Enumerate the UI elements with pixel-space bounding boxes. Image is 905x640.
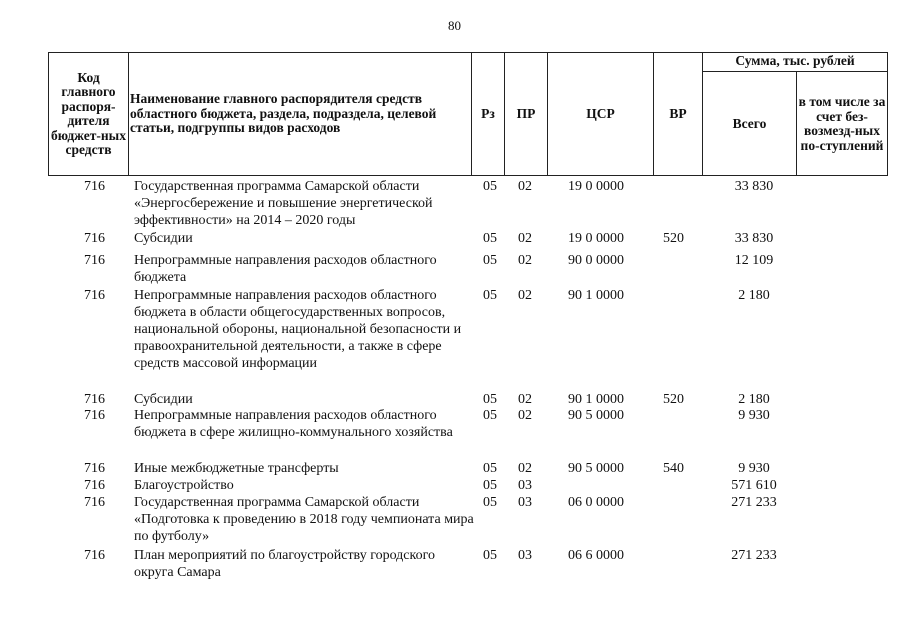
- cell-csr: 90 0 0000: [568, 253, 624, 268]
- cell-code: 716: [84, 461, 105, 476]
- cell-code: 716: [84, 253, 105, 268]
- cell-csr: 19 0 0000: [568, 179, 624, 194]
- cell-pr: 03: [518, 478, 532, 493]
- header-pr: ПР: [516, 105, 536, 121]
- cell-pr: 02: [518, 408, 532, 423]
- header-total: Всего: [732, 115, 767, 131]
- cell-total: 271 233: [731, 548, 777, 563]
- cell-csr: 90 1 0000: [568, 392, 624, 407]
- cell-csr: 06 6 0000: [568, 548, 624, 563]
- cell-csr: 90 1 0000: [568, 288, 624, 303]
- cell-name: Субсидии: [134, 231, 193, 246]
- cell-total: 2 180: [738, 288, 770, 303]
- cell-pr: 02: [518, 253, 532, 268]
- cell-pr: 02: [518, 461, 532, 476]
- cell-code: 716: [84, 495, 105, 510]
- cell-csr: 19 0 0000: [568, 231, 624, 246]
- cell-rz: 05: [483, 495, 497, 510]
- cell-total: 571 610: [731, 478, 777, 493]
- cell-pr: 02: [518, 392, 532, 407]
- cell-rz: 05: [483, 231, 497, 246]
- cell-code: 716: [84, 478, 105, 493]
- cell-pr: 03: [518, 548, 532, 563]
- cell-total: 9 930: [738, 408, 770, 423]
- cell-rz: 05: [483, 408, 497, 423]
- cell-rz: 05: [483, 392, 497, 407]
- header-rz: Рз: [481, 105, 495, 121]
- cell-rz: 05: [483, 461, 497, 476]
- cell-name: План мероприятий по благоустройству городского округа Самара: [134, 548, 435, 580]
- cell-csr: 06 0 0000: [568, 495, 624, 510]
- header-vr: ВР: [669, 105, 687, 121]
- cell-rz: 05: [483, 253, 497, 268]
- cell-pr: 02: [518, 288, 532, 303]
- cell-name: Непрограммные направления расходов областного бюджета в сфере жилищно-коммунального хозяйства: [134, 408, 453, 440]
- cell-total: 9 930: [738, 461, 770, 476]
- cell-name: Субсидии: [134, 392, 193, 407]
- cell-code: 716: [84, 392, 105, 407]
- cell-pr: 02: [518, 179, 532, 194]
- cell-rz: 05: [483, 548, 497, 563]
- cell-total: 33 830: [734, 231, 774, 246]
- cell-name: Государственная программа Самарской области «Подготовка к проведению в 2018 году чемпионата мира по футболу»: [134, 495, 474, 544]
- cell-code: 716: [84, 288, 105, 303]
- cell-csr: 90 5 0000: [568, 461, 624, 476]
- cell-code: 716: [84, 231, 105, 246]
- cell-total: 12 109: [734, 253, 774, 268]
- header-sum: Сумма, тыс. рублей: [735, 53, 855, 69]
- cell-rz: 05: [483, 478, 497, 493]
- cell-pr: 03: [518, 495, 532, 510]
- cell-total: 33 830: [734, 179, 774, 194]
- cell-code: 716: [84, 179, 105, 194]
- cell-vr: 540: [663, 461, 684, 476]
- cell-pr: 02: [518, 231, 532, 246]
- page-number: 80: [448, 18, 461, 33]
- cell-name: Непрограммные направления расходов областного бюджета: [134, 253, 437, 285]
- cell-name: Государственная программа Самарской области «Энергосбережение и повышение энергетической эффективности» на 2014 – 2020 годы: [134, 179, 433, 228]
- header-including: в том числе за счет без-возмезд-ных по-ступлений: [798, 94, 886, 153]
- cell-vr: 520: [663, 392, 684, 407]
- header-code: Код главного распоря-дителя бюджет-ных средств: [51, 69, 126, 157]
- cell-name: Непрограммные направления расходов областного бюджета в области общегосударственных вопросов, национальной обороны, национальной безопасности и правоохранительной деятельности, а также в сфере средств массовой информации: [134, 288, 462, 371]
- cell-total: 271 233: [731, 495, 777, 510]
- cell-rz: 05: [483, 179, 497, 194]
- cell-name: Благоустройство: [134, 478, 234, 493]
- cell-rz: 05: [483, 288, 497, 303]
- cell-name: Иные межбюджетные трансферты: [134, 461, 339, 476]
- cell-vr: 520: [663, 231, 684, 246]
- cell-code: 716: [84, 548, 105, 563]
- cell-csr: 90 5 0000: [568, 408, 624, 423]
- cell-total: 2 180: [738, 392, 770, 407]
- header-name: Наименование главного распорядителя средств областного бюджета, раздела, подраздела, целевой статьи, подгруппы видов расходов: [130, 91, 437, 136]
- header-csr: ЦСР: [586, 105, 615, 121]
- cell-code: 716: [84, 408, 105, 423]
